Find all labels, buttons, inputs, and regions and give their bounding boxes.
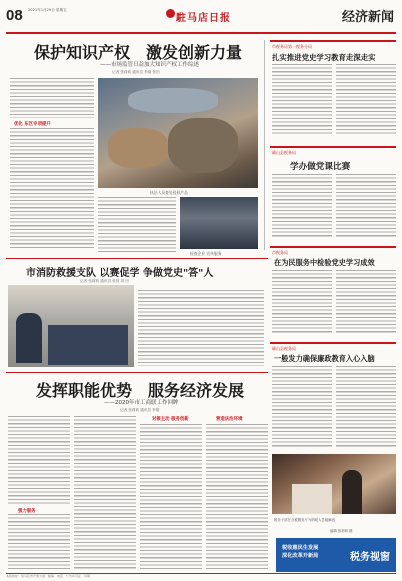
right-item-2-text-a (272, 174, 332, 238)
right-item-4-text-b (336, 366, 396, 448)
lead-subhead: ——市场监管日益加大知识产权工作综述 (100, 62, 200, 68)
banner-line-1: 税收惠民生发展 (282, 545, 319, 551)
right-item-1-tag: 市税务局第一税务分局 (272, 44, 312, 49)
bottom-text-col3 (140, 424, 202, 570)
right-item-4-text-a (272, 366, 332, 448)
lead-section-tag-a: 优化 东区专项提升 (14, 122, 51, 127)
right-item-1-text-a (272, 64, 332, 136)
bottom-rule (6, 372, 268, 373)
right-item-3-headline: 在为民服务中检验党史学习成效 (274, 258, 375, 267)
page-footer: 本报地址：驻马店市开源大道 邮编 电话 广告许可证 印刷 (6, 573, 396, 579)
lead-byline: 记者 张莉莉 通讯员 李瑞 张田 (112, 70, 160, 74)
bottom-tag-a: 强力服务 (18, 509, 36, 514)
lead-text-col1a (10, 78, 94, 118)
banner-text (282, 544, 318, 560)
bottom-headline: 发挥职能优势 服务经济发展 (36, 381, 245, 400)
bottom-text-col2 (74, 416, 136, 570)
bottom-byline: 记者 张莉莉 通讯员 李瑞 (120, 408, 160, 412)
column-divider (264, 40, 265, 250)
lead-photo-caption: 执法人员查处侵权产品 (150, 190, 188, 195)
right-item-2-text-b (336, 174, 396, 238)
banner-mark: 税务视窗 (350, 552, 390, 563)
masthead-logo-icon (166, 9, 175, 18)
right-photo (272, 454, 396, 514)
right-item-3-text-b (336, 270, 396, 334)
bottom-text-col4 (206, 424, 268, 570)
bottom-tag-b: 对接主动 服务创新 (152, 417, 189, 422)
feature-photo (8, 285, 134, 367)
feature-rule (6, 258, 268, 259)
bottom-tag-c: 营造法治环境 (216, 417, 243, 422)
lead-headline: 保护知识产权 激发创新力量 (34, 43, 243, 62)
feature-text (138, 290, 264, 366)
section-title: 经济新闻 (341, 10, 394, 25)
right-item-2-tag: 确山县税务局 (272, 150, 296, 155)
right-item-4-headline: 一般发力确保廉政教育入心入脑 (274, 354, 375, 363)
lead-text-col2 (98, 197, 176, 253)
right-item-1-text-b (336, 64, 396, 136)
tax-promo-banner (276, 538, 396, 572)
inset-photo-caption: 检查企业 宣传服务 (190, 251, 222, 256)
right-photo-credit: 编辑 张莉莉 摄 (330, 529, 353, 533)
bottom-text-col1 (8, 416, 70, 504)
bottom-subhead: ——2020年市工商联工作回眸 (104, 400, 179, 406)
masthead: 駐马店日报 (176, 13, 231, 24)
bottom-text-col1b (8, 514, 70, 570)
right-item-3-tag: 市税务局 (272, 250, 288, 255)
right-item-1-headline: 扎实推进党史学习教育走深走实 (272, 53, 376, 62)
header-date: 2021年1月29日 星期五 (28, 8, 67, 12)
right-item-3-text-a (272, 270, 332, 334)
inset-photo (180, 197, 258, 249)
banner-line-2: 深化改革开新局 (282, 553, 319, 559)
feature-byline: 记者 张莉莉 通讯员 张田 刘 田 (80, 279, 129, 283)
lead-text-col1b (10, 128, 94, 250)
right-item-4-tag: 确山县税务局 (272, 346, 296, 351)
page-header (6, 4, 396, 34)
feature-headline: 市消防救援支队 以赛促学 争做党史"答"人 (26, 268, 214, 279)
right-photo-caption: 税务干部在办税服务厅为纳税人答疑解惑 (274, 518, 336, 522)
page-number: 08 (6, 7, 23, 24)
right-item-2-headline: 学办做党课比赛 (290, 162, 351, 172)
